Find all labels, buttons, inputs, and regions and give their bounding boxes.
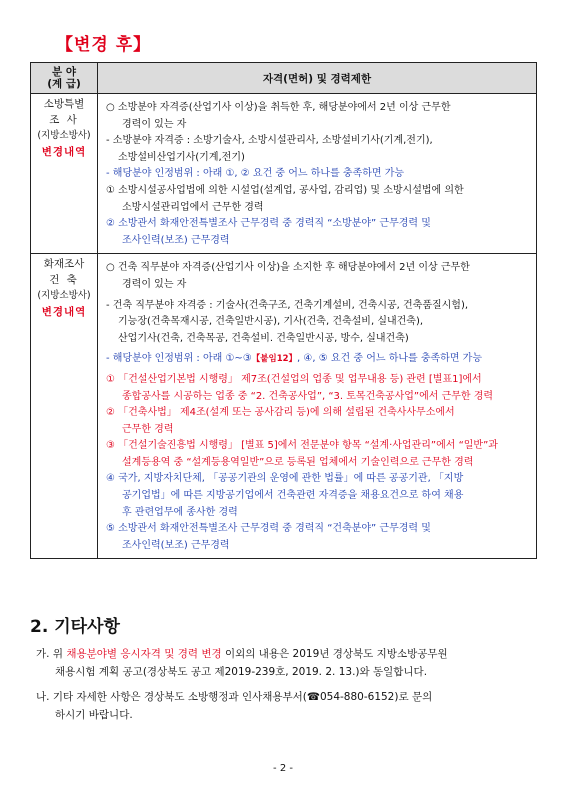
row-content	[98, 94, 537, 254]
note-marker: 가.	[36, 648, 50, 660]
content-line: 후 관련업무에 종사한 경력	[122, 506, 238, 518]
content-line: 조사인력(보조) 근무경력	[122, 539, 230, 551]
qualification-table	[30, 62, 537, 559]
note-line: 하시기 바랍니다.	[55, 709, 133, 721]
content-line: 공기업법」에 따른 지방공기업에서 건축관련 자격증을 채용요건으로 하여 채용	[122, 490, 464, 502]
content-line: 종합공사를 시공하는 업종 중 “2. 건축공사업”, “3. 토목건축공사업”에서 근무한 경력	[122, 390, 494, 402]
content-line: 조사인력(보조) 근무경력	[122, 234, 230, 246]
note-text: 이외의 내용은 2019년 경상북도 지방소방공무원	[221, 648, 448, 660]
content-line: 산업기사(건축, 건축목공, 건축설비. 건축일반시공, 방수, 실내건축)	[118, 332, 409, 344]
header-field-label: 분 야	[52, 66, 76, 78]
note-item-ga	[36, 645, 448, 681]
table-row	[31, 254, 537, 559]
content-line: 경력이 있는 자	[122, 278, 187, 290]
row-category	[31, 94, 98, 254]
content-line: ① 「건설산업기본법 시행령」 제7조(건설업의 업종 및 업무내용 등) 관련 [별표1]에서	[106, 373, 482, 385]
row-content	[98, 254, 537, 559]
header-grade-label: (계 급)	[47, 78, 81, 90]
header-qualification: 자격(면허) 및 경력제한	[98, 63, 537, 94]
change-heading: 【변경 후】	[56, 35, 152, 55]
content-line: ② 「건축사법」 제4조(설계 또는 공사감리 등)에 의해 설립된 건축사사무소에서	[106, 407, 455, 419]
content-segment: - 해당분야 인정범위 : 아래 ①~③	[106, 353, 252, 365]
content-line: ① 소방시설공사업법에 의한 시설업(설계업, 공사업, 감리업) 및 소방시설법에 의한	[106, 184, 464, 196]
content-line: ○ 건축 직무분야 자격증(산업기사 이상)을 소지한 후 해당분야에서 2년 이상 근무한	[106, 262, 470, 274]
content-line: - 소방분야 자격증 : 소방기술사, 소방시설관리사, 소방설비기사(기계,전기),	[106, 135, 433, 147]
content-line	[106, 351, 526, 368]
note-highlight: 채용분야별 응시자격 및 경력 변경	[66, 648, 222, 660]
section-title: 2. 기타사항	[30, 617, 120, 637]
note-text: 위	[52, 648, 67, 660]
note-line	[36, 645, 448, 663]
content-line: - 해당분야 인정범위 : 아래 ①, ② 요건 중 어느 하나를 충족하면 가능	[106, 168, 405, 180]
row-category	[31, 254, 98, 559]
category-line: 소방특별	[43, 98, 85, 110]
category-line: 건 축	[49, 274, 79, 287]
attachment-ref: 【붙임12】	[251, 354, 298, 365]
category-rank: (지방소방사)	[37, 290, 91, 302]
note-line: 채용시험 계획 공고(경상북도 공고 제2019-239호, 2019. 2. 13.)와 동일합니다.	[55, 666, 428, 678]
change-label: 변경내역	[41, 306, 87, 319]
change-label: 변경내역	[41, 146, 87, 158]
note-line	[36, 688, 432, 706]
page-number: - 2 -	[273, 763, 293, 774]
content-line: 소방설비산업기사(기계,전기)	[118, 151, 245, 163]
category-line: 화재조사	[43, 258, 85, 271]
category-rank: (지방소방사)	[37, 130, 91, 141]
content-line: 기능장(건축목재시공, 건축일반시공), 기사(건축, 건축설비, 실내건축),	[118, 316, 424, 328]
note-item-na	[36, 688, 432, 724]
content-line: 소방시설관리업에서 근무한 경력	[122, 201, 264, 213]
note-marker: 나.	[36, 691, 50, 703]
table-row	[31, 94, 537, 254]
content-line: ② 소방관서 화재안전특별조사 근무경력 중 경력직 “소방분야” 근무경력 및	[106, 218, 431, 230]
note-text: 기타 자세한 사항은 경상북도 소방행정과 인사채용부서(☎054-880-6152)로 문의	[52, 691, 433, 703]
content-line: ○ 소방분야 자격증(산업기사 이상)을 취득한 후, 해당분야에서 2년 이상 근무한	[106, 102, 451, 113]
content-line: 근무한 경력	[122, 423, 174, 435]
content-segment: , ④, ⑤ 요건 중 어느 하나를 충족하면 가능	[297, 353, 483, 365]
content-line: ③ 「건설기술진흥법 시행령」 [별표 5]에서 전문분야 항목 “설계·사업관리”에서 “일반”과	[106, 440, 498, 452]
header-field-grade	[31, 63, 98, 94]
content-line: ④ 국가, 지방자치단체, 「공공기관의 운영에 관한 법률」에 따른 공공기관, 「지방	[106, 473, 464, 485]
content-line: 설계등용역 중 “설계등용역일반”으로 등록된 업체에서 기술인력으로 근무한 경력	[122, 456, 474, 468]
category-line: 조 사	[49, 114, 79, 126]
table-header-row	[31, 63, 537, 94]
content-line: 경력이 있는 자	[122, 118, 187, 130]
content-line: - 건축 직무분야 자격증 : 기술사(건축구조, 건축기계설비, 건축시공, 건축품질시험),	[106, 299, 469, 311]
content-line: ⑤ 소방관서 화재안전특별조사 근무경력 중 경력직 “건축분야” 근무경력 및	[106, 523, 431, 535]
